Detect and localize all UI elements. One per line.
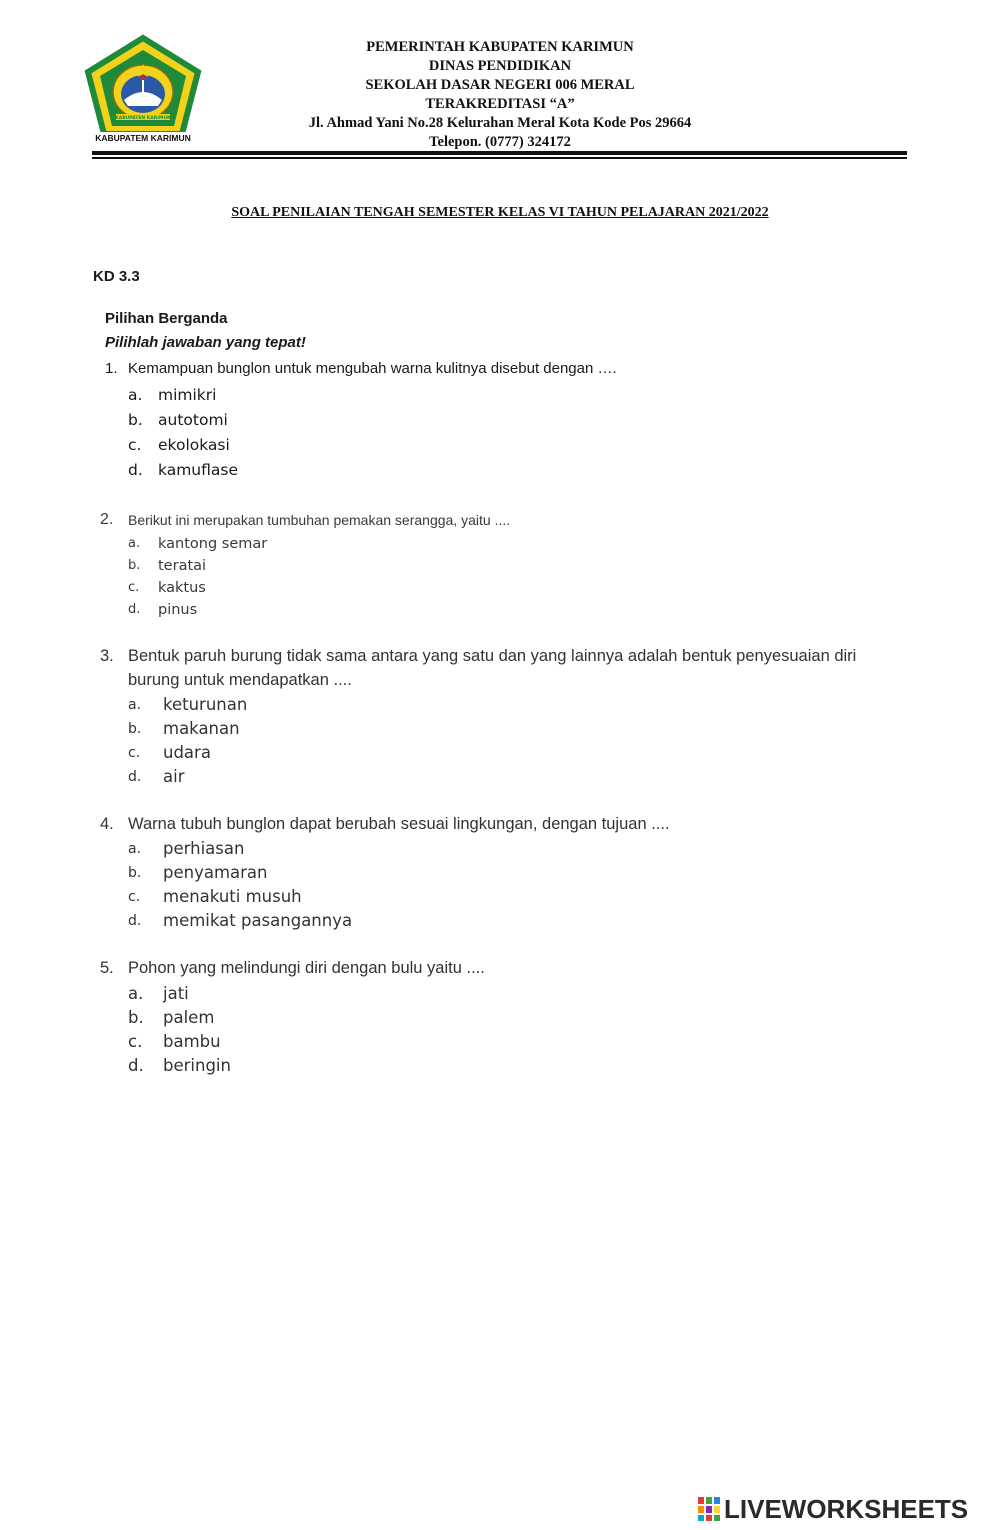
question-text-line1: Bentuk paruh burung tidak sama antara yang satu dan yang lainnya adalah bentuk penyesuaian diri [128,647,857,665]
option-label: b. [128,558,141,573]
option-label: c. [128,1032,143,1051]
option-label: a. [128,841,142,857]
option-text: ekolokasi [158,436,230,454]
question-number: 5. [100,959,114,977]
option-label: d. [128,461,143,479]
option-label: a. [128,386,143,404]
option-text: beringin [163,1056,231,1075]
option-text: kaktus [158,580,206,596]
option-label: a. [128,984,144,1003]
option-text: memikat pasangannya [163,911,353,930]
question-number: 3. [100,647,114,665]
option-text: pinus [158,602,198,618]
option-label: d. [128,913,142,929]
liveworksheets-wordmark: LIVEWORKSHEETS [724,1493,969,1524]
option-label: d. [128,769,142,785]
letterhead-line-phone: Telepon. (0777) 324172 [429,134,571,150]
question-number: 4. [100,815,114,833]
instruction-text: Pilihlah jawaban yang tepat! [105,334,306,351]
option-label: a. [128,697,142,713]
question-text: Berikut ini merupakan tumbuhan pemakan serangga, yaitu .... [128,512,511,528]
question-text-line2: burung untuk mendapatkan .... [128,671,352,689]
option-text: udara [163,743,211,762]
option-label: d. [128,1056,144,1075]
logo-caption: KABUPATEM KARIMUN [95,133,191,143]
option-text: perhiasan [163,839,245,858]
question-text: Pohon yang melindungi diri dengan bulu yaitu .... [128,959,485,977]
option-label: b. [128,865,142,881]
option-label: b. [128,721,142,737]
option-label: c. [128,889,141,905]
option-text: penyamaran [163,863,268,882]
option-text: palem [163,1008,215,1027]
letterhead [250,38,750,152]
option-label: b. [128,1008,144,1027]
letterhead-divider-thick [92,151,907,155]
letterhead-line-department: DINAS PENDIDIKAN [428,58,572,74]
option-text: teratai [158,558,207,574]
option-label: c. [128,745,141,761]
option-text: bambu [163,1032,221,1051]
letterhead-divider-thin [92,157,907,159]
letterhead-line-government: PEMERINTAH KABUPATEN KARIMUN [366,39,634,55]
option-text: jati [163,984,189,1003]
svg-text:KABUPATEN KARIMUN: KABUPATEN KARIMUN [115,116,171,121]
option-text: kamuflase [158,461,238,479]
letterhead-line-accreditation: TERAKREDITASI “A” [425,96,575,112]
letterhead-line-school: SEKOLAH DASAR NEGERI 006 MERAL [365,77,635,93]
option-label: b. [128,411,143,429]
section-heading: Pilihan Berganda [105,310,228,327]
liveworksheets-logo-icon [698,1497,720,1521]
liveworksheets-watermark[interactable] [698,1494,968,1524]
option-text: autotomi [158,411,228,429]
question-text: Kemampuan bunglon untuk mengubah warna kulitnya disebut dengan …. [128,360,617,377]
exam-title: SOAL PENILAIAN TENGAH SEMESTER KELAS VI TAHUN PELAJARAN 2021/2022 [231,205,769,220]
letterhead-line-address: Jl. Ahmad Yani No.28 Kelurahan Meral Kota Kode Pos 29664 [308,115,692,131]
option-label: c. [128,580,140,595]
question-number: 1. [105,360,118,377]
option-label: c. [128,436,142,454]
option-text: mimikri [158,386,217,404]
option-text: keturunan [163,695,248,714]
question-text: Warna tubuh bunglon dapat berubah sesuai lingkungan, dengan tujuan .... [128,815,670,833]
option-text: makanan [163,719,240,738]
option-label: d. [128,602,141,617]
option-text: air [163,767,185,786]
option-label: a. [128,536,141,551]
question-number: 2. [100,511,114,528]
option-text: kantong semar [158,536,268,552]
kd-label: KD 3.3 [93,268,140,285]
option-text: menakuti musuh [163,887,302,906]
kabupaten-karimun-logo [82,34,204,146]
